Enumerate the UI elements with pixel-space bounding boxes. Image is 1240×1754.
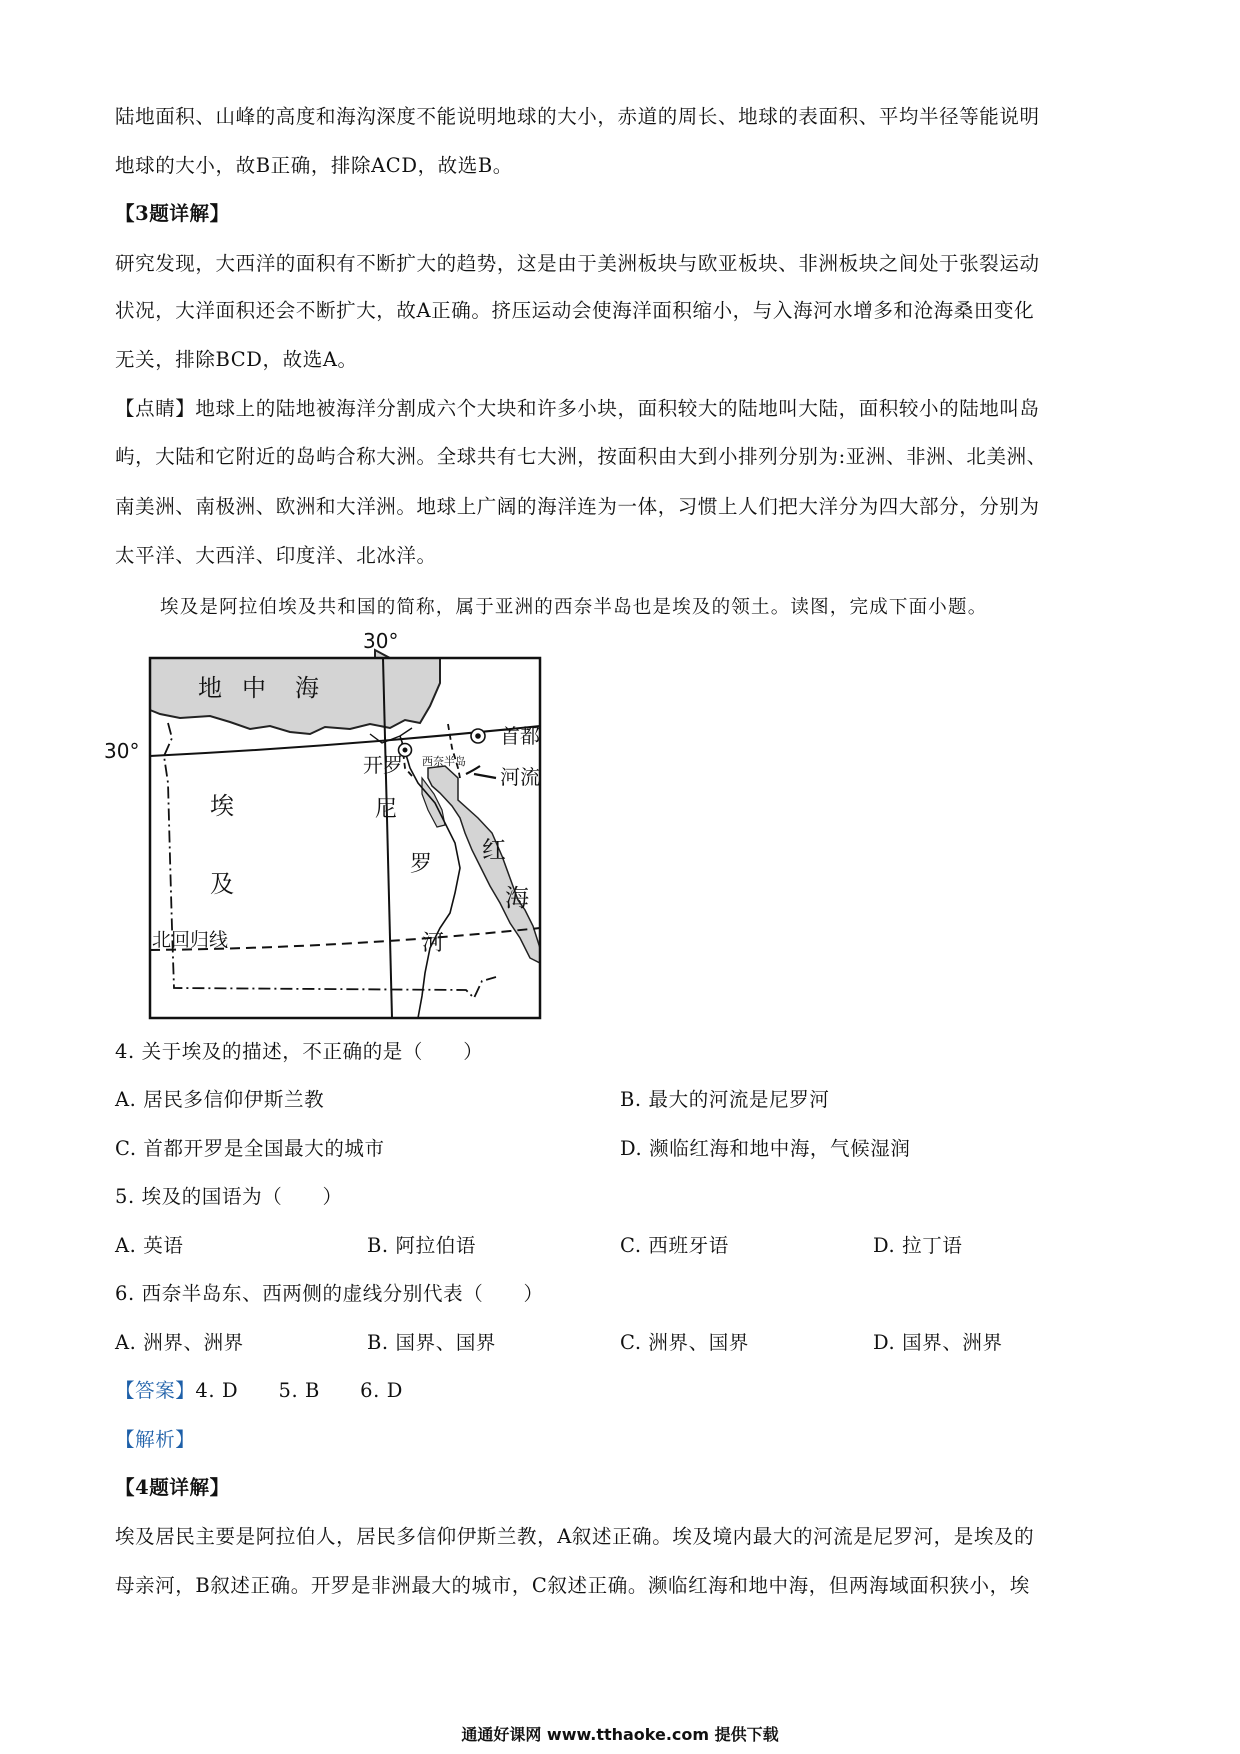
sea-label: 地 — [198, 674, 222, 702]
paragraph-line: 屿，大陆和它附近的岛屿合称大洲。全球共有七大洲，按面积由大到小排列分别为:亚洲、非洲、北美洲、 — [115, 445, 1047, 468]
option-5d: D. 拉丁语 — [873, 1234, 963, 1257]
paragraph-line: 研究发现，大西洋的面积有不断扩大的趋势，这是由于美洲板块与欧亚板块、非洲板块之间处于张裂运动 — [115, 252, 1040, 275]
lon-label: 30° — [363, 629, 399, 653]
legend — [460, 722, 580, 802]
country-label: 埃 — [210, 792, 234, 820]
cairo-marker-dot — [403, 748, 408, 753]
capital-label: 开罗 — [363, 753, 403, 777]
river-label: 尼 — [375, 797, 398, 822]
option-6c: C. 洲界、国界 — [620, 1331, 749, 1354]
option-5c: C. 西班牙语 — [620, 1234, 729, 1257]
answer-line — [115, 1377, 403, 1405]
paragraph-line: 无关，排除BCD，故选A。 — [115, 348, 358, 371]
section-heading: 【4题详解】 — [115, 1476, 230, 1499]
section-heading: 【3题详解】 — [115, 202, 230, 225]
legend-river-icon — [466, 766, 496, 778]
paragraph-line: 母亲河，B叙述正确。开罗是非洲最大的城市，C叙述正确。濒临红海和地中海，但两海域面积狭小，埃 — [115, 1574, 1030, 1597]
river-label: 罗 — [410, 852, 433, 877]
answer-label: 【答案】 — [115, 1379, 196, 1402]
paragraph-line: 状况，大洋面积还会不断扩大，故A正确。挤压运动会使海洋面积缩小，与入海河水增多和沧海桑田变化 — [115, 299, 1035, 322]
paragraph-line: 太平洋、大西洋、印度洋、北冰洋。 — [115, 544, 437, 567]
paragraph-line: 南美洲、南极洲、欧洲和大洋洲。地球上广阔的海洋连为一体，习惯上人们把大洋分为四大部分，分别为 — [115, 495, 1040, 518]
answer-values: 4. D 5. B 6. D — [195, 1379, 404, 1402]
option-4d: D. 濒临红海和地中海，气候湿润 — [620, 1137, 911, 1160]
tropic-label: 北回归线 — [152, 929, 229, 951]
option-6b: B. 国界、国界 — [367, 1331, 497, 1354]
question-4: 4. 关于埃及的描述，不正确的是（ ） — [115, 1040, 484, 1063]
question-5: 5. 埃及的国语为（ ） — [115, 1185, 343, 1208]
question-intro: 埃及是阿拉伯埃及共和国的简称，属于亚洲的西奈半岛也是埃及的领土。读图，完成下面小题。 — [160, 597, 988, 618]
red-sea-label: 红 — [482, 836, 506, 864]
option-5b: B. 阿拉伯语 — [367, 1234, 476, 1257]
option-4b: B. 最大的河流是尼罗河 — [620, 1088, 830, 1111]
option-4c: C. 首都开罗是全国最大的城市 — [115, 1137, 385, 1160]
sea-label: 海 — [295, 674, 319, 702]
analysis-label: 【解析】 — [115, 1428, 196, 1451]
question-6: 6. 西奈半岛东、西两侧的虚线分别代表（ ） — [115, 1282, 544, 1305]
river-label: 河 — [422, 931, 445, 956]
lat-label: 30° — [104, 739, 140, 763]
paragraph-line: 【点睛】地球上的陆地被海洋分割成六个大块和许多小块，面积较大的陆地叫大陆，面积较小的陆地叫岛 — [115, 397, 1040, 420]
legend-river-label: 河流 — [500, 765, 540, 789]
paragraph-line: 埃及居民主要是阿拉伯人，居民多信仰伊斯兰教，A叙述正确。埃及境内最大的河流是尼罗河，是埃及的 — [115, 1525, 1035, 1548]
sea-label: 中 — [242, 674, 266, 702]
legend-capital-label: 首都 — [500, 724, 540, 748]
paragraph-line: 陆地面积、山峰的高度和海沟深度不能说明地球的大小，赤道的周长、地球的表面积、平均半径等能说明 — [115, 105, 1040, 128]
option-6d: D. 国界、洲界 — [873, 1331, 1003, 1354]
paragraph-line: 地球的大小，故B正确，排除ACD，故选B。 — [115, 154, 513, 177]
option-6a: A. 洲界、洲界 — [115, 1331, 244, 1354]
option-5a: A. 英语 — [115, 1234, 184, 1257]
option-4a: A. 居民多信仰伊斯兰教 — [115, 1088, 325, 1111]
country-label: 及 — [210, 870, 234, 898]
page-footer: 通通好课网 www.tthaoke.com 提供下载 — [461, 1725, 779, 1744]
sinai-label: 西奈半岛 — [422, 755, 466, 768]
egypt-map — [100, 628, 580, 1028]
red-sea-label: 海 — [505, 884, 529, 912]
